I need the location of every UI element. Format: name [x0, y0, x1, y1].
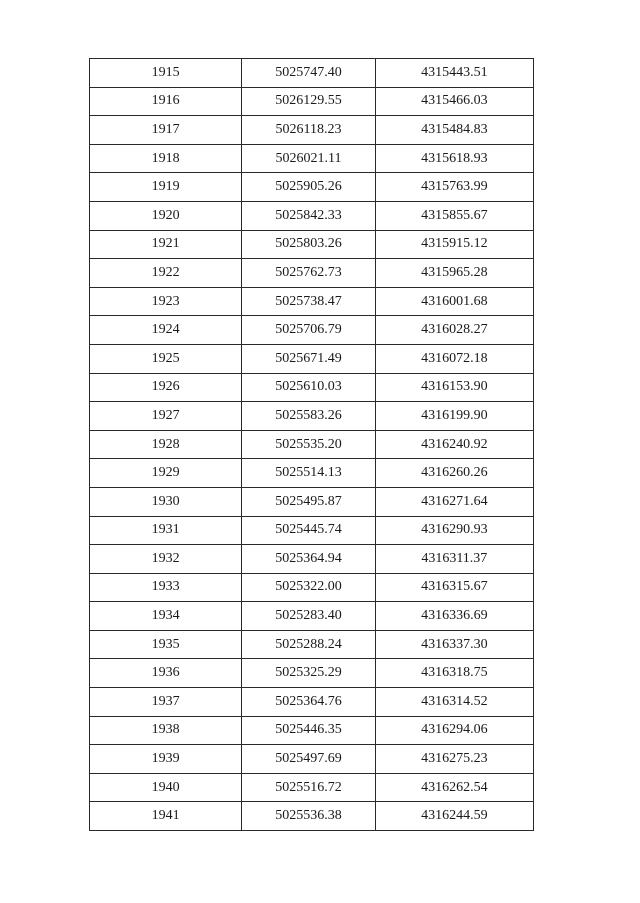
x-coordinate-cell: 5025325.29	[242, 659, 375, 688]
y-coordinate-cell: 4316072.18	[375, 344, 533, 373]
table-row	[90, 487, 534, 516]
point-id-cell: 1924	[90, 316, 242, 345]
table-row	[90, 688, 534, 717]
x-coordinate-cell: 5025762.73	[242, 259, 375, 288]
point-id-cell: 1922	[90, 259, 242, 288]
table-row	[90, 459, 534, 488]
point-id-cell: 1936	[90, 659, 242, 688]
point-id-cell: 1915	[90, 59, 242, 88]
y-coordinate-cell: 4316199.90	[375, 402, 533, 431]
table-row	[90, 545, 534, 574]
table-row	[90, 745, 534, 774]
y-coordinate-cell: 4316315.67	[375, 573, 533, 602]
y-coordinate-cell: 4315855.67	[375, 201, 533, 230]
point-id-cell: 1926	[90, 373, 242, 402]
x-coordinate-cell: 5025842.33	[242, 201, 375, 230]
table-row	[90, 59, 534, 88]
x-coordinate-cell: 5025288.24	[242, 630, 375, 659]
point-id-cell: 1919	[90, 173, 242, 202]
y-coordinate-cell: 4316275.23	[375, 745, 533, 774]
y-coordinate-cell: 4316290.93	[375, 516, 533, 545]
point-id-cell: 1938	[90, 716, 242, 745]
y-coordinate-cell: 4316260.26	[375, 459, 533, 488]
x-coordinate-cell: 5026118.23	[242, 116, 375, 145]
x-coordinate-cell: 5025495.87	[242, 487, 375, 516]
table-row	[90, 173, 534, 202]
point-id-cell: 1930	[90, 487, 242, 516]
point-id-cell: 1933	[90, 573, 242, 602]
x-coordinate-cell: 5025364.76	[242, 688, 375, 717]
point-id-cell: 1918	[90, 144, 242, 173]
y-coordinate-cell: 4316294.06	[375, 716, 533, 745]
point-id-cell: 1932	[90, 545, 242, 574]
point-id-cell: 1925	[90, 344, 242, 373]
point-id-cell: 1941	[90, 802, 242, 831]
x-coordinate-cell: 5025706.79	[242, 316, 375, 345]
table-row	[90, 287, 534, 316]
x-coordinate-cell: 5025803.26	[242, 230, 375, 259]
table-row	[90, 201, 534, 230]
table-row	[90, 773, 534, 802]
point-id-cell: 1917	[90, 116, 242, 145]
point-id-cell: 1920	[90, 201, 242, 230]
point-id-cell: 1929	[90, 459, 242, 488]
x-coordinate-cell: 5025322.00	[242, 573, 375, 602]
y-coordinate-cell: 4316318.75	[375, 659, 533, 688]
point-id-cell: 1916	[90, 87, 242, 116]
x-coordinate-cell: 5025497.69	[242, 745, 375, 774]
x-coordinate-cell: 5025747.40	[242, 59, 375, 88]
y-coordinate-cell: 4316028.27	[375, 316, 533, 345]
y-coordinate-cell: 4316336.69	[375, 602, 533, 631]
table-row	[90, 573, 534, 602]
x-coordinate-cell: 5025738.47	[242, 287, 375, 316]
table-row	[90, 344, 534, 373]
y-coordinate-cell: 4315466.03	[375, 87, 533, 116]
y-coordinate-cell: 4316271.64	[375, 487, 533, 516]
point-id-cell: 1927	[90, 402, 242, 431]
y-coordinate-cell: 4316153.90	[375, 373, 533, 402]
y-coordinate-cell: 4316337.30	[375, 630, 533, 659]
table-row	[90, 144, 534, 173]
table-row	[90, 116, 534, 145]
x-coordinate-cell: 5025514.13	[242, 459, 375, 488]
y-coordinate-cell: 4316240.92	[375, 430, 533, 459]
x-coordinate-cell: 5025610.03	[242, 373, 375, 402]
table-row	[90, 659, 534, 688]
table-row	[90, 402, 534, 431]
y-coordinate-cell: 4315618.93	[375, 144, 533, 173]
point-id-cell: 1939	[90, 745, 242, 774]
point-id-cell: 1923	[90, 287, 242, 316]
table-row	[90, 259, 534, 288]
x-coordinate-cell: 5025283.40	[242, 602, 375, 631]
y-coordinate-cell: 4316262.54	[375, 773, 533, 802]
point-id-cell: 1928	[90, 430, 242, 459]
y-coordinate-cell: 4315484.83	[375, 116, 533, 145]
x-coordinate-cell: 5025905.26	[242, 173, 375, 202]
point-id-cell: 1931	[90, 516, 242, 545]
x-coordinate-cell: 5026129.55	[242, 87, 375, 116]
table-row	[90, 802, 534, 831]
point-id-cell: 1940	[90, 773, 242, 802]
table-row	[90, 602, 534, 631]
x-coordinate-cell: 5025535.20	[242, 430, 375, 459]
x-coordinate-cell: 5025516.72	[242, 773, 375, 802]
y-coordinate-cell: 4315763.99	[375, 173, 533, 202]
x-coordinate-cell: 5025446.35	[242, 716, 375, 745]
y-coordinate-cell: 4316244.59	[375, 802, 533, 831]
y-coordinate-cell: 4315443.51	[375, 59, 533, 88]
x-coordinate-cell: 5025583.26	[242, 402, 375, 431]
table-row	[90, 230, 534, 259]
table-row	[90, 373, 534, 402]
y-coordinate-cell: 4315965.28	[375, 259, 533, 288]
x-coordinate-cell: 5025671.49	[242, 344, 375, 373]
table-row	[90, 430, 534, 459]
point-id-cell: 1934	[90, 602, 242, 631]
y-coordinate-cell: 4315915.12	[375, 230, 533, 259]
point-id-cell: 1921	[90, 230, 242, 259]
table-row	[90, 630, 534, 659]
x-coordinate-cell: 5025364.94	[242, 545, 375, 574]
y-coordinate-cell: 4316311.37	[375, 545, 533, 574]
table-row	[90, 316, 534, 345]
table-row	[90, 87, 534, 116]
x-coordinate-cell: 5025536.38	[242, 802, 375, 831]
y-coordinate-cell: 4316314.52	[375, 688, 533, 717]
table-row	[90, 516, 534, 545]
point-id-cell: 1937	[90, 688, 242, 717]
point-id-cell: 1935	[90, 630, 242, 659]
coordinate-table	[89, 58, 534, 831]
y-coordinate-cell: 4316001.68	[375, 287, 533, 316]
x-coordinate-cell: 5025445.74	[242, 516, 375, 545]
table-row	[90, 716, 534, 745]
x-coordinate-cell: 5026021.11	[242, 144, 375, 173]
table-body	[90, 59, 534, 831]
